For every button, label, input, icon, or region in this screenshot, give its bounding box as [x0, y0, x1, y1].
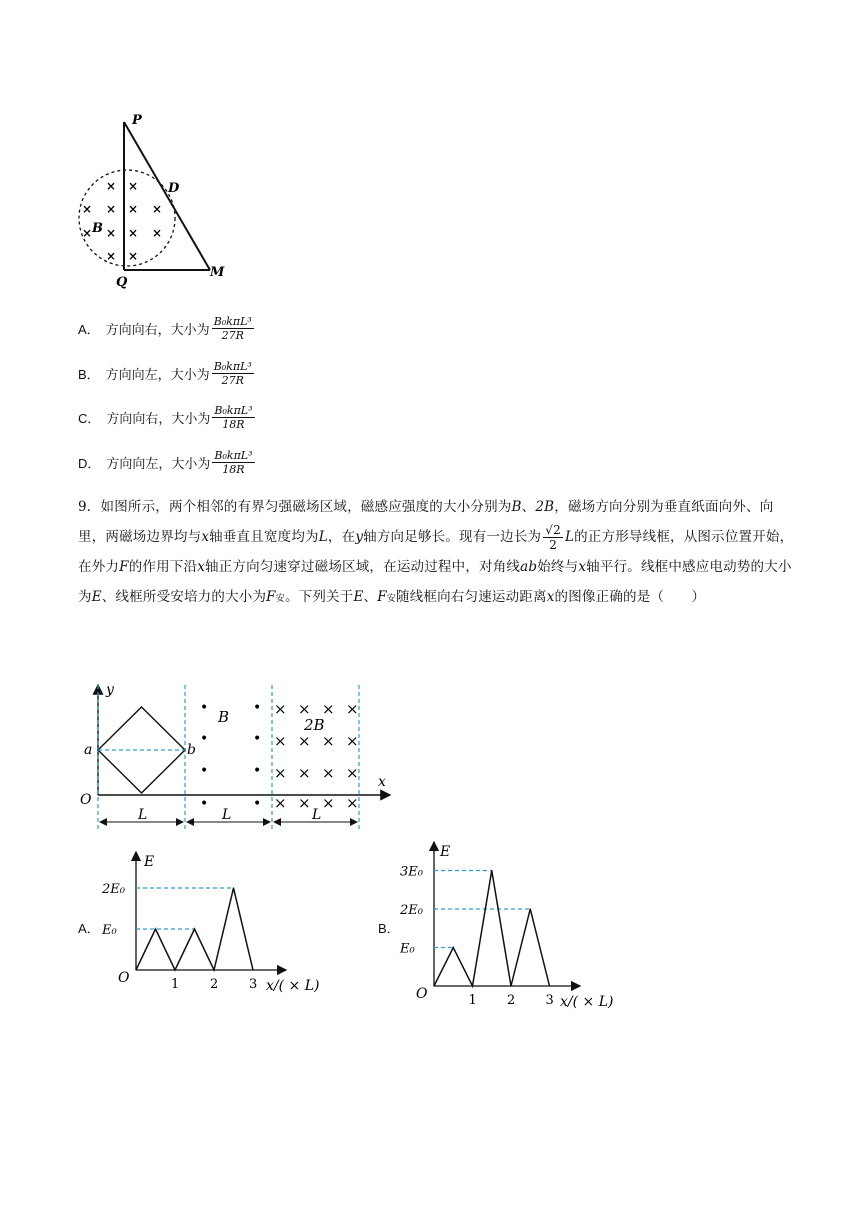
- svg-text:×: ×: [346, 732, 359, 750]
- svg-text:×: ×: [322, 764, 335, 782]
- graph-b-point: [472, 985, 473, 986]
- graph-a-point: [194, 928, 195, 929]
- label-2B: 2B: [304, 716, 325, 734]
- svg-text:×: ×: [128, 226, 139, 240]
- option-fraction: [212, 404, 254, 431]
- graph-a-xtick-3: 3: [249, 977, 258, 992]
- svg-text:×: ×: [274, 764, 287, 782]
- label-O: O: [80, 792, 92, 808]
- svg-text:×: ×: [346, 700, 359, 718]
- label-L-2: L: [222, 807, 232, 823]
- graph-b-ytick-1: E₀: [400, 941, 415, 957]
- graph-b-x-label: x/( × L): [560, 994, 614, 1010]
- label-x: x: [378, 774, 386, 790]
- graph-b-y-label: E: [440, 844, 451, 860]
- svg-text:•: •: [200, 731, 209, 747]
- option-letter: D．: [78, 456, 101, 471]
- graph-b-xtick-3: 3: [545, 993, 554, 1008]
- svg-text:•: •: [200, 763, 209, 779]
- svg-text:×: ×: [346, 794, 359, 812]
- svg-text:•: •: [253, 700, 262, 716]
- figure-q9: [70, 680, 400, 835]
- svg-text:×: ×: [298, 732, 311, 750]
- option-fraction: [212, 449, 254, 476]
- fraction-den: 18R: [222, 418, 245, 431]
- label-y: y: [106, 682, 114, 698]
- label-a: a: [84, 742, 93, 758]
- option-fraction: [212, 360, 254, 387]
- graph-a-y-label: E: [144, 854, 155, 870]
- option-d[interactable]: [78, 449, 255, 476]
- svg-text:•: •: [200, 700, 209, 716]
- label-L-3: L: [312, 807, 322, 823]
- option-letter: B．: [78, 367, 100, 382]
- figure-q8: [70, 110, 240, 290]
- svg-text:×: ×: [106, 226, 117, 240]
- graph-b-point: [433, 985, 434, 986]
- svg-text:×: ×: [152, 226, 163, 240]
- svg-text:•: •: [200, 796, 209, 812]
- option-b[interactable]: [78, 360, 254, 387]
- graph-b-xtick-1: 1: [468, 993, 477, 1008]
- option-text: 方向向左，大小为: [106, 457, 211, 472]
- svg-text:×: ×: [274, 794, 287, 812]
- sqrt2-over-2: $\frac{√2}{2}$: [545, 523, 561, 552]
- graph-a-xtick-1: 1: [171, 977, 180, 992]
- svg-text:×: ×: [346, 764, 359, 782]
- svg-text:•: •: [253, 731, 262, 747]
- graph-a-xtick-2: 2: [210, 977, 219, 992]
- svg-text:×: ×: [322, 732, 335, 750]
- svg-text:×: ×: [82, 202, 93, 216]
- svg-text:×: ×: [274, 700, 287, 718]
- graph-b-origin: O: [416, 986, 428, 1002]
- graph-b-ytick-3: 3E₀: [400, 864, 423, 880]
- svg-text:•: •: [253, 796, 262, 812]
- fraction-num: B₀kπL³: [214, 449, 253, 462]
- svg-text:×: ×: [106, 179, 117, 193]
- option-a-label[interactable]: A．: [78, 921, 100, 936]
- svg-text:×: ×: [298, 700, 311, 718]
- fraction-den: 18R: [222, 463, 245, 476]
- graph-b-point: [491, 870, 492, 871]
- svg-text:×: ×: [128, 249, 139, 263]
- graph-option-a: [102, 848, 338, 998]
- svg-text:×: ×: [274, 732, 287, 750]
- label-M: M: [210, 265, 225, 280]
- label-B: B: [218, 708, 230, 726]
- graph-option-b: [400, 838, 630, 1013]
- graph-b-xtick-2: 2: [507, 993, 516, 1008]
- label-P: P: [132, 113, 142, 128]
- graph-a-ytick-1: E₀: [102, 923, 117, 938]
- graph-a-origin: O: [118, 970, 130, 986]
- option-b-label[interactable]: B．: [378, 921, 400, 936]
- graph-a-point: [155, 928, 156, 929]
- svg-text:×: ×: [298, 794, 311, 812]
- label-D: D: [168, 181, 180, 196]
- svg-text:×: ×: [128, 179, 139, 193]
- fraction-den: 27R: [221, 329, 244, 342]
- fraction-den: 27R: [221, 374, 244, 387]
- graph-a-ytick-2: 2E₀: [102, 882, 125, 897]
- graph-a-point: [252, 969, 253, 970]
- fraction-num: B₀kπL³: [214, 404, 253, 417]
- graph-b-ytick-2: 2E₀: [400, 903, 423, 918]
- graph-b-point: [510, 985, 511, 986]
- graph-a-point: [213, 969, 214, 970]
- option-text: 方向向右，大小为: [105, 323, 210, 338]
- svg-text:×: ×: [82, 226, 93, 240]
- graph-a-point: [174, 969, 175, 970]
- svg-text:×: ×: [106, 249, 117, 263]
- svg-text:•: •: [253, 763, 262, 779]
- graph-b-point: [549, 985, 550, 986]
- svg-text:×: ×: [298, 764, 311, 782]
- svg-text:×: ×: [128, 202, 139, 216]
- option-letter: C．: [78, 411, 101, 426]
- label-Q: Q: [116, 275, 128, 290]
- option-fraction: [212, 315, 254, 342]
- graph-b-point: [530, 908, 531, 909]
- graph-b-point: [453, 947, 454, 948]
- option-letter: A．: [78, 322, 100, 337]
- graph-a-point: [233, 887, 234, 888]
- graph-a-x-label: x/( × L): [266, 978, 320, 994]
- fraction-num: B₀kπL³: [213, 360, 252, 373]
- option-text: 方向向右，大小为: [106, 412, 211, 427]
- question-9-text: 9．如图所示，两个相邻的有界匀强磁场区域，磁感应强度的大小分别为B、2B，磁场方向分别为垂直纸面向外、向里，两磁场边界均与x轴垂直且宽度均为L，在y轴方向足够长。现有一边长为 $\frac{√2}{2}$ L的正方形导线框，从图示位置开始，在外力F的作用下沿x轴正方向匀速穿过磁场区域，在运动过程中，对角线ab始终与x轴平行。线框中感应电动势的大小为E、线框所受安培力的大小为F安。下列关于E、F安随线框向右匀速运动距离x的图像正确的是（ ）: [78, 499, 794, 605]
- svg-text:×: ×: [106, 202, 117, 216]
- svg-text:×: ×: [322, 794, 335, 812]
- label-b: b: [187, 742, 196, 758]
- label-B: B: [92, 221, 103, 236]
- fraction-num: B₀kπL³: [213, 315, 252, 328]
- option-a[interactable]: [78, 315, 254, 342]
- rod-PM: [124, 122, 210, 270]
- option-text: 方向向左，大小为: [105, 368, 210, 383]
- label-L-1: L: [138, 807, 148, 823]
- graph-a-point: [135, 969, 136, 970]
- svg-text:×: ×: [322, 700, 335, 718]
- option-c[interactable]: [78, 404, 255, 431]
- graph-b-series-line: [434, 871, 550, 987]
- svg-text:×: ×: [152, 202, 163, 216]
